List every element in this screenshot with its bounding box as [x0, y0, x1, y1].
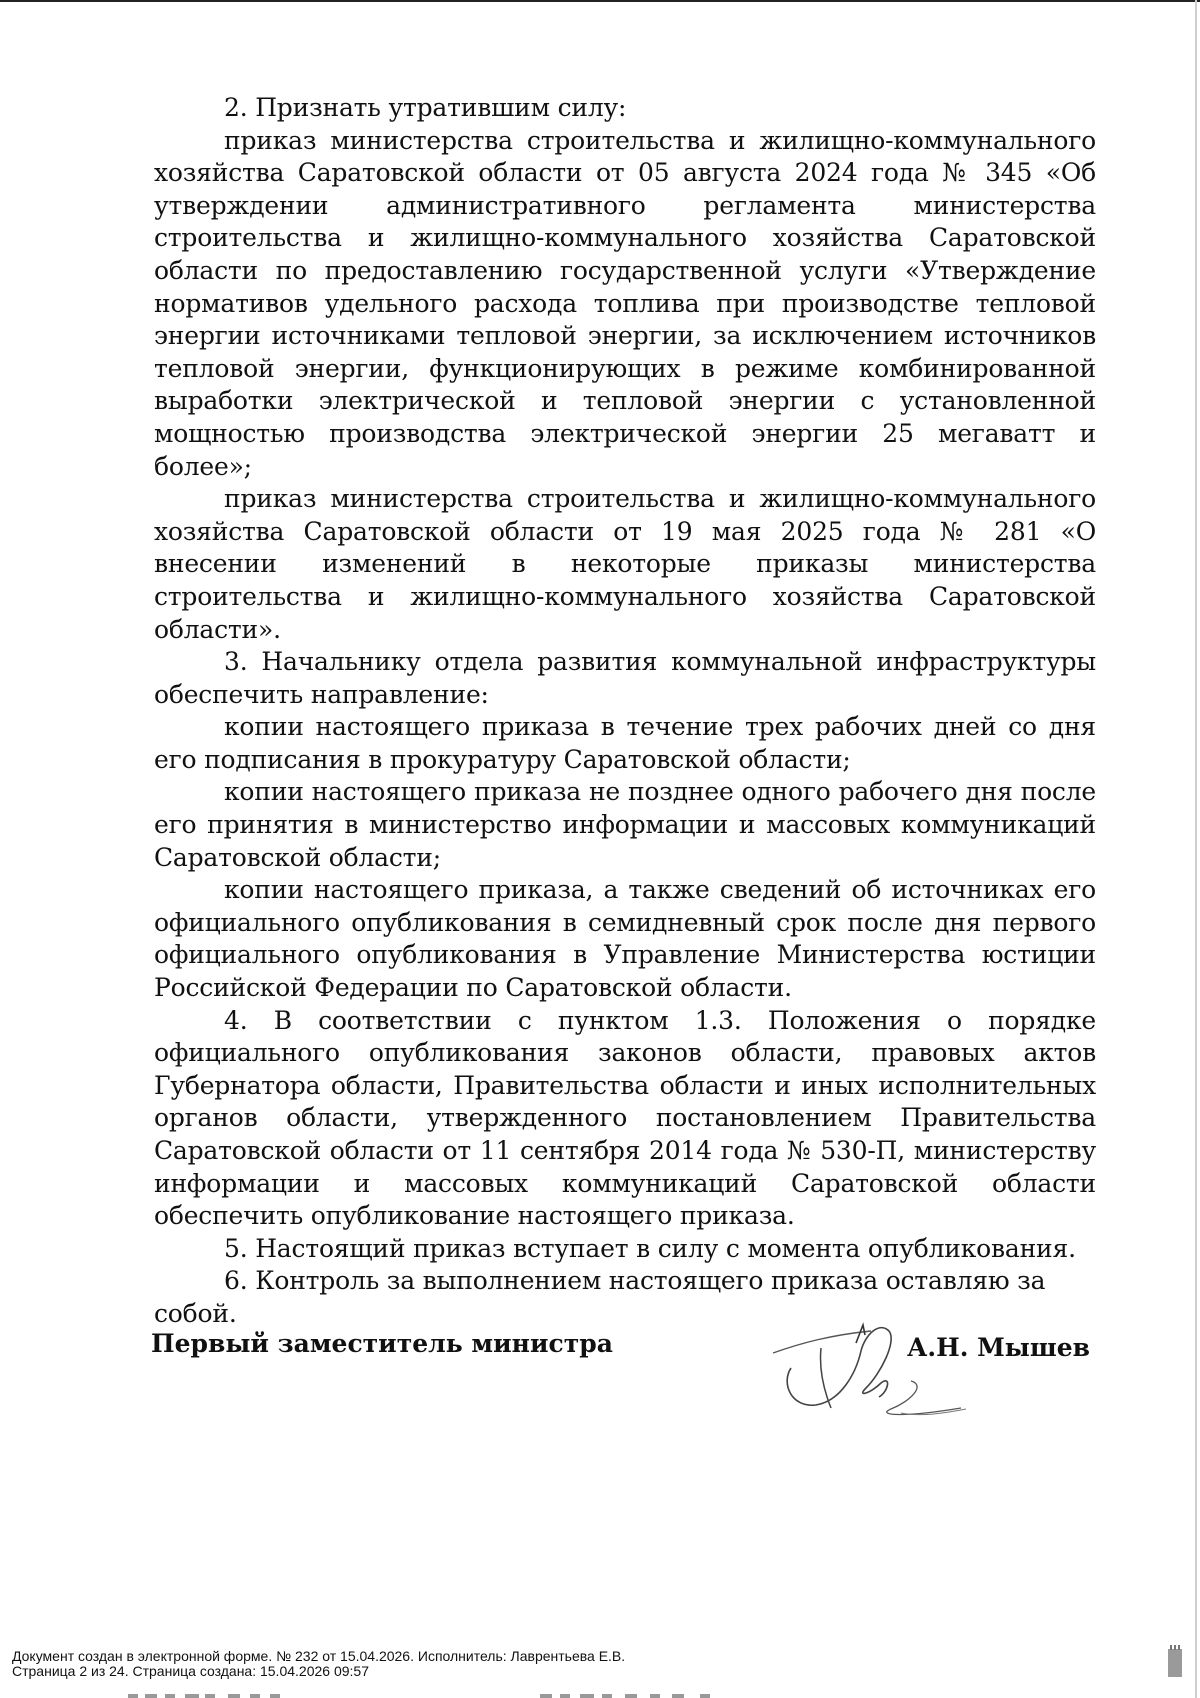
signature-block	[151, 1313, 1096, 1433]
footer-document-info: Документ создан в электронной форме. № 232 от 15.04.2026. Исполнитель: Лаврентьева Е.В.	[12, 1648, 626, 1664]
paragraph-item-3: 3. Начальнику отдела развития коммунальной инфраструктуры обеспечить направление:	[154, 647, 1096, 709]
cut-off-text-fragment	[0, 1690, 1200, 1698]
right-scan-border	[1195, 0, 1197, 1698]
paragraph-repealed-order-281: приказ министерства строительства и жилищно-коммунального хозяйства Саратовской области от 19 мая 2025 года № 281 «О внесении изменений в некоторые приказы министерства строительства и жилищно-коммунального хозяйства Саратовской области».	[154, 484, 1096, 644]
signatory-title: Первый заместитель министра	[151, 1329, 613, 1358]
paragraph-item-6: 6. Контроль за выполнением настоящего приказа оставляю за собой.	[154, 1266, 1046, 1328]
paragraph-item-4: 4. В соответствии с пунктом 1.3. Положения о порядке официального опубликования законов области, правовых актов Губернатора области, Правительства области и иных исполнительных органов области, утвержденного постановлением Правительства Саратовской области от 11 сентября 2014 года № 530-П, министерству информации и массовых коммуникаций Саратовской области обеспечить опубликование настоящего приказа.	[154, 1005, 1096, 1231]
paragraph-copy-ministry-info: копии настоящего приказа не позднее одного рабочего дня после его принятия в министерство информации и массовых коммуникаций Саратовской области;	[154, 777, 1096, 872]
paragraph-item-2: 2. Признать утратившим силу:	[224, 93, 627, 122]
electronic-document-footer	[12, 1649, 1112, 1679]
paragraph-item-5: 5. Настоящий приказ вступает в силу с момента опубликования.	[224, 1233, 1076, 1263]
handwritten-signature	[761, 1313, 971, 1423]
paragraph-copy-prosecutor: копии настоящего приказа в течение трех рабочих дней со дня его подписания в прокуратуру Саратовской области;	[154, 712, 1096, 774]
paragraph-copy-justice: копии настоящего приказа, а также сведений об источниках его официального опубликования в семидневный срок после дня первого официального опубликования в Управление Министерства юстиции Российской Федерации по Саратовской области.	[154, 875, 1096, 1003]
footer-page-info: Страница 2 из 24. Страница создана: 15.04.2026 09:57	[12, 1663, 369, 1679]
top-scan-border	[0, 0, 1200, 2]
signatory-name: А.Н. Мышев	[907, 1333, 1090, 1362]
document-body	[154, 92, 1096, 1331]
coat-of-arms-icon	[1166, 1645, 1184, 1679]
paragraph-repealed-order-345: приказ министерства строительства и жилищно-коммунального хозяйства Саратовской области от 05 августа 2024 года № 345 «Об утверждении административного регламента министерства строительства и жилищно-коммунального хозяйства Саратовской области по предоставлению государственной услуги «Утверждение нормативов удельного расхода топлива при производстве тепловой энергии источниками тепловой энергии, за исключением источников тепловой энергии, функционирующих в режиме комбинированной выработки электрической и тепловой энергии с установленной мощностью производства электрической энергии 25 мегаватт и более»;	[154, 125, 1096, 481]
